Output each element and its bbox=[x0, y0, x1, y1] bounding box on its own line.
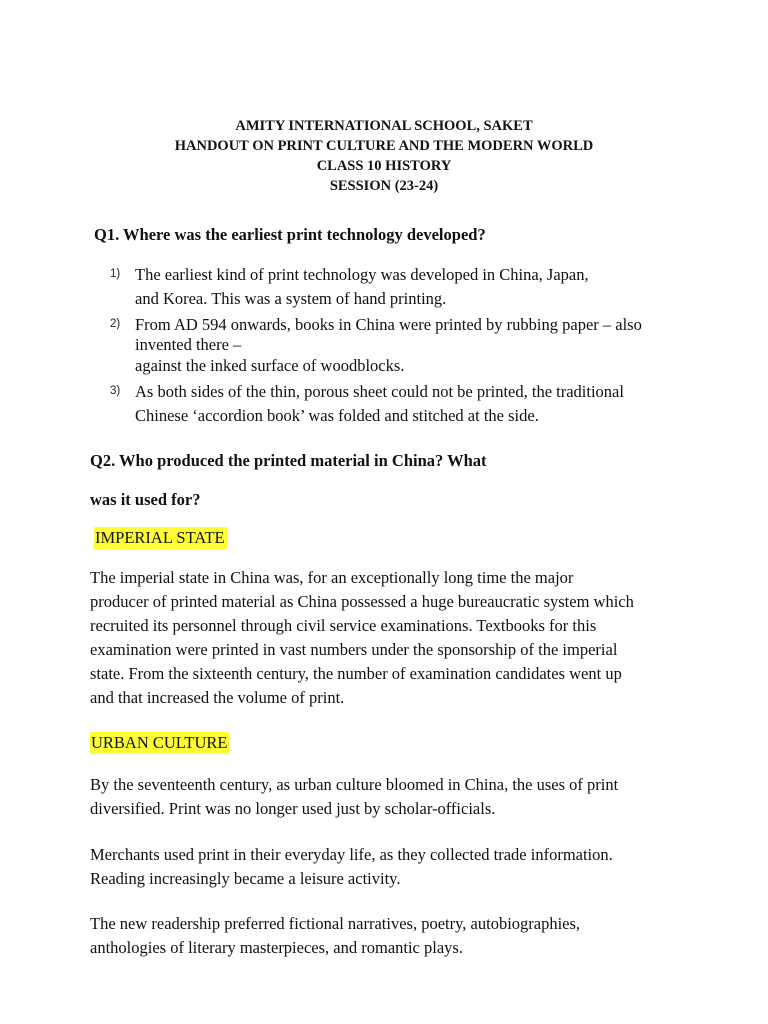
urban-culture-paragraph-3 bbox=[90, 912, 690, 960]
text-line: By the seventeenth century, as urban culture bloomed in China, the uses of print bbox=[90, 775, 619, 794]
question-2-line-2: was it used for? bbox=[90, 490, 201, 509]
text-line: examination were printed in vast numbers under the sponsorship of the imperial bbox=[90, 640, 618, 659]
list-item-text bbox=[135, 380, 695, 427]
text-line: invented there – bbox=[135, 335, 242, 354]
imperial-state-paragraph bbox=[90, 566, 690, 710]
text-line: The imperial state in China was, for an exceptionally long time the major bbox=[90, 568, 574, 587]
text-line: From AD 594 onwards, books in China were printed by rubbing paper – also bbox=[135, 315, 642, 334]
text-line: state. From the sixteenth century, the number of examination candidates went up bbox=[90, 664, 622, 683]
list-number: 1) bbox=[110, 268, 121, 280]
question-1: Q1. Where was the earliest print technology developed? bbox=[94, 225, 486, 244]
text-line: and Korea. This was a system of hand printing. bbox=[135, 289, 447, 308]
urban-culture-paragraph-1 bbox=[90, 773, 690, 821]
document-header bbox=[0, 116, 768, 196]
text-line: and that increased the volume of print. bbox=[90, 688, 345, 707]
school-name: AMITY INTERNATIONAL SCHOOL, SAKET bbox=[235, 118, 533, 134]
text-line: The new readership preferred fictional narratives, poetry, autobiographies, bbox=[90, 914, 581, 933]
handout-title: HANDOUT ON PRINT CULTURE AND THE MODERN WORLD bbox=[174, 138, 594, 154]
class-label: CLASS 10 HISTORY bbox=[316, 158, 452, 174]
question-2-line-1: Q2. Who produced the printed material in China? What bbox=[90, 451, 487, 470]
text-line: recruited its personnel through civil service examinations. Textbooks for this bbox=[90, 616, 597, 635]
text-line: diversified. Print was no longer used just by scholar-officials. bbox=[90, 799, 496, 818]
text-line: The earliest kind of print technology was developed in China, Japan, bbox=[135, 265, 589, 284]
text-line: against the inked surface of woodblocks. bbox=[135, 356, 405, 375]
list-number: 3) bbox=[110, 385, 121, 397]
text-line: anthologies of literary masterpieces, and romantic plays. bbox=[90, 938, 463, 957]
urban-culture-heading: URBAN CULTURE bbox=[91, 733, 228, 752]
text-line: Merchants used print in their everyday life, as they collected trade information. bbox=[90, 845, 613, 864]
text-line: Chinese ‘accordion book’ was folded and stitched at the side. bbox=[135, 406, 539, 425]
text-line: producer of printed material as China possessed a huge bureaucratic system which bbox=[90, 592, 634, 611]
list-item-text bbox=[135, 263, 695, 310]
text-line: As both sides of the thin, porous sheet could not be printed, the traditional bbox=[135, 382, 624, 401]
list-number: 2) bbox=[110, 318, 121, 330]
imperial-state-heading: IMPERIAL STATE bbox=[95, 528, 225, 547]
list-item-text bbox=[135, 313, 695, 377]
session-label: SESSION (23-24) bbox=[329, 178, 439, 194]
urban-culture-paragraph-2 bbox=[90, 843, 690, 891]
text-line: Reading increasingly became a leisure activity. bbox=[90, 869, 401, 888]
